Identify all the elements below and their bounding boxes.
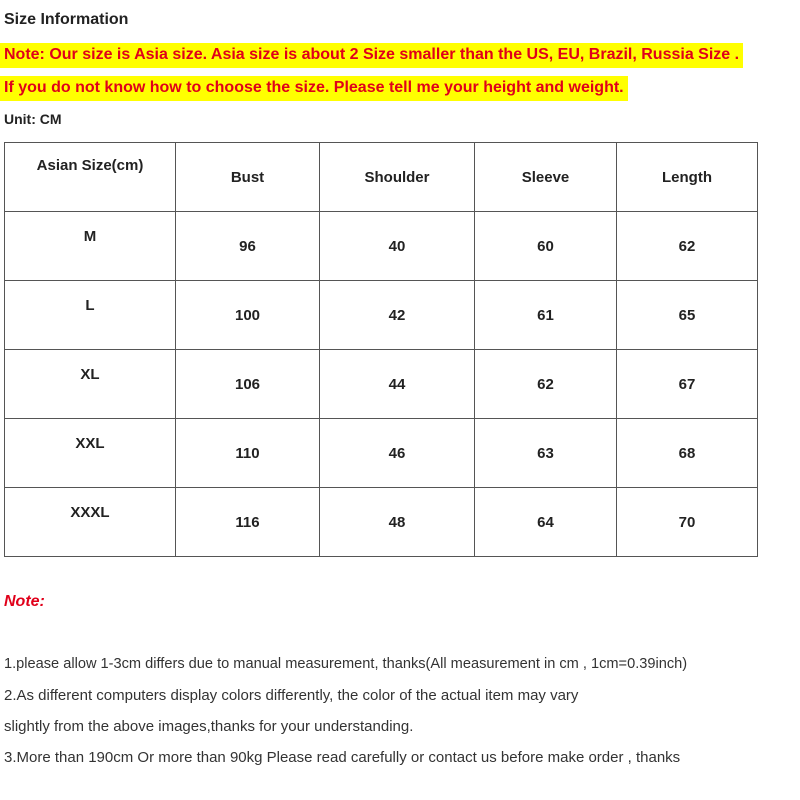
size-help-notice: If you do not know how to choose the size. Please tell me your height and weight.: [0, 76, 628, 101]
table-row: [5, 281, 758, 350]
note-item: 3.More than 190cm Or more than 90kg Please read carefully or contact us before make order , thanks: [4, 749, 681, 766]
table-cell: 60: [475, 212, 617, 281]
table-cell: 61: [475, 281, 617, 350]
table-cell: 62: [617, 212, 758, 281]
table-cell: 44: [320, 350, 475, 419]
note-item: 2.As different computers display colors differently, the color of the actual item may vary: [4, 687, 579, 704]
table-cell: 63: [475, 419, 617, 488]
table-cell: 68: [617, 419, 758, 488]
table-row: [5, 488, 758, 557]
size-cell: XL: [5, 350, 176, 419]
table-cell: 64: [475, 488, 617, 557]
column-header: Sleeve: [475, 143, 617, 212]
table-row: [5, 350, 758, 419]
table-header-row: [5, 143, 758, 212]
size-cell: XXXL: [5, 488, 176, 557]
table-cell: 40: [320, 212, 475, 281]
table-cell: 67: [617, 350, 758, 419]
table-cell: 70: [617, 488, 758, 557]
size-cell: L: [5, 281, 176, 350]
page-title: Size Information: [4, 11, 129, 28]
table-cell: 106: [176, 350, 320, 419]
table-cell: 96: [176, 212, 320, 281]
table-cell: 42: [320, 281, 475, 350]
table-cell: 62: [475, 350, 617, 419]
column-header: Bust: [176, 143, 320, 212]
unit-label: Unit: CM: [4, 111, 62, 127]
note-item: slightly from the above images,thanks for your understanding.: [4, 718, 414, 735]
size-chart-table: [4, 142, 758, 557]
column-header: Shoulder: [320, 143, 475, 212]
table-row: [5, 212, 758, 281]
column-header: Length: [617, 143, 758, 212]
size-cell: XXL: [5, 419, 176, 488]
table-cell: 46: [320, 419, 475, 488]
column-header: Asian Size(cm): [5, 143, 176, 212]
table-row: [5, 419, 758, 488]
asia-size-notice: Note: Our size is Asia size. Asia size is about 2 Size smaller than the US, EU, Brazil, Russia Size .: [0, 43, 743, 68]
note-item: 1.please allow 1-3cm differs due to manual measurement, thanks(All measurement in cm , 1cm=0.39inch): [4, 656, 688, 672]
table-cell: 65: [617, 281, 758, 350]
notes-heading: Note:: [4, 593, 45, 610]
table-cell: 110: [176, 419, 320, 488]
table-cell: 100: [176, 281, 320, 350]
table-cell: 116: [176, 488, 320, 557]
size-cell: M: [5, 212, 176, 281]
table-cell: 48: [320, 488, 475, 557]
